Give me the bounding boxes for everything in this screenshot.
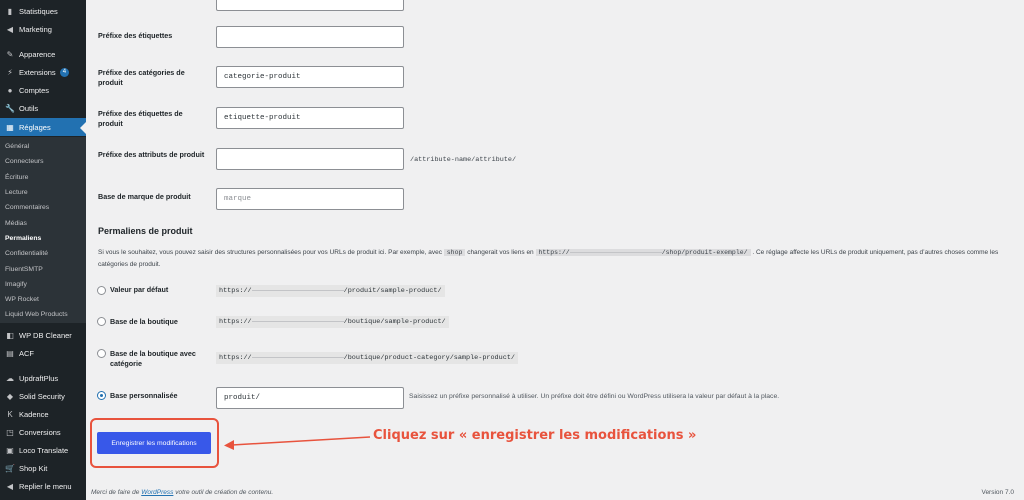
menu-label: Comptes: [19, 85, 50, 95]
permalinks-description: [98, 247, 1018, 271]
brand-base-placeholder: marque: [224, 195, 252, 203]
menu-label: WP DB Cleaner: [19, 330, 72, 340]
plugin-icon: ⚡: [7, 67, 13, 77]
menu-label: Marketing: [19, 24, 52, 34]
footer-credit: [91, 489, 273, 496]
radio-shop-category[interactable]: [97, 349, 106, 358]
category-prefix-input[interactable]: categorie-produit: [216, 66, 404, 88]
menu-item-statistiques[interactable]: [0, 2, 86, 20]
submenu-wp-rocket[interactable]: WP Rocket: [5, 296, 39, 303]
menu-item-extensions[interactable]: [0, 63, 86, 81]
example-path: /produit/sample-product/: [343, 287, 442, 295]
wordpress-link[interactable]: WordPress: [141, 489, 174, 496]
shield-icon: ◆: [6, 391, 14, 401]
desc-url-scheme: https://: [538, 249, 570, 256]
previous-field-input[interactable]: [216, 0, 404, 11]
menu-label: Solid Security: [19, 391, 65, 401]
annotation-text: Cliquez sur « enregistrer les modifications »: [373, 428, 697, 443]
wrench-icon: 🔧: [5, 103, 15, 113]
menu-item-reglages[interactable]: [0, 118, 86, 136]
menu-label: Outils: [19, 103, 39, 113]
menu-item-loco-translate[interactable]: [0, 441, 86, 459]
menu-item-acf[interactable]: [0, 344, 86, 362]
paintbrush-icon: ✎: [6, 49, 14, 59]
menu-label: Shop Kit: [19, 463, 48, 473]
menu-label: Loco Translate: [19, 445, 69, 455]
radio-custom-base[interactable]: [97, 391, 106, 400]
custom-base-help: Saisissez un préfixe personnalisé à utiliser. Un préfixe doit être défini ou WordPress utilisera la valeur par défaut à la place.: [409, 393, 780, 400]
radio-shop-category-label: Base de la boutique avec catégorie: [110, 349, 196, 368]
desc-code-shop: shop: [444, 249, 466, 256]
footer-post: votre outil de création de contenu.: [175, 489, 274, 496]
radio-shop-base-label: Base de la boutique: [110, 317, 178, 326]
tag-prefix-input[interactable]: [216, 26, 404, 48]
settings-submenu: [0, 137, 86, 323]
desc-url-path: /shop/produit-exemple/: [661, 249, 748, 256]
desc-text-1: Si vous le souhaitez, vous pouvez saisir des structures personnalisées pour vos URLs de produit ici. Par exemple, avec: [98, 249, 442, 256]
example-scheme: https://: [219, 318, 252, 326]
user-icon: ●: [7, 85, 13, 95]
brand-base-input[interactable]: [216, 188, 404, 210]
redacted-domain: [252, 357, 344, 358]
product-tag-prefix-input[interactable]: etiquette-produit: [216, 107, 404, 129]
megaphone-icon: ◀: [6, 24, 14, 34]
redacted-domain: [252, 321, 344, 322]
custom-base-input[interactable]: produit/: [216, 387, 404, 409]
menu-item-shop-kit[interactable]: [0, 459, 86, 477]
database-icon: ◧: [6, 330, 14, 340]
radio-default-example: [216, 285, 445, 297]
collapse-icon: ◀: [6, 481, 14, 491]
attribute-prefix-input[interactable]: [216, 148, 404, 170]
collapse-menu-button[interactable]: [0, 477, 86, 495]
radio-shop-category-example: [216, 352, 518, 364]
admin-sidebar: [0, 0, 86, 500]
radio-shop-base-example: [216, 316, 449, 328]
menu-item-apparence[interactable]: [0, 45, 86, 63]
footer-version: Version 7.0: [981, 489, 1014, 496]
footer-pre: Merci de faire de: [91, 489, 140, 496]
chart-bar-icon: ▮: [7, 6, 13, 16]
menu-label: Conversions: [19, 427, 61, 437]
menu-label: Replier le menu: [19, 481, 72, 491]
save-changes-button[interactable]: Enregistrer les modifications: [97, 432, 211, 454]
submenu-imagify[interactable]: Imagify: [5, 281, 27, 288]
update-count-badge: 4: [60, 68, 69, 77]
menu-label: Statistiques: [19, 6, 58, 16]
submenu-ecriture[interactable]: Écriture: [5, 174, 29, 181]
menu-label: Réglages: [19, 122, 51, 132]
submenu-confidentialite[interactable]: Confidentialité: [5, 250, 49, 257]
menu-label: Apparence: [19, 49, 56, 59]
translate-icon: ▣: [6, 445, 14, 455]
menu-label: Kadence: [19, 409, 49, 419]
cloud-icon: ☁: [6, 373, 14, 383]
attribute-suffix: /attribute-name/attribute/: [410, 156, 517, 164]
example-path: /boutique/product-category/sample-product/: [343, 354, 515, 362]
menu-item-marketing[interactable]: [0, 20, 86, 38]
submenu-lecture[interactable]: Lecture: [5, 189, 28, 196]
submenu-liquid-web[interactable]: Liquid Web Products: [5, 311, 68, 318]
annotation-arrow-icon: [222, 430, 372, 450]
radio-shop-base[interactable]: [97, 317, 106, 326]
radio-custom-base-label: Base personnalisée: [110, 391, 178, 400]
permalinks-heading: Permaliens de produit: [98, 226, 193, 236]
example-scheme: https://: [219, 354, 252, 362]
tag-prefix-label: Préfixe des étiquettes: [98, 31, 173, 40]
menu-label: UpdraftPlus: [19, 373, 59, 383]
desc-text-2: changerait vos liens en: [467, 249, 534, 256]
example-scheme: https://: [219, 287, 252, 295]
product-tag-prefix-label: Préfixe des étiquettes de produit: [98, 109, 183, 128]
category-prefix-label: Préfixe des catégories de produit: [98, 68, 185, 87]
submenu-connecteurs[interactable]: Connecteurs: [5, 158, 44, 165]
menu-label: ACF: [19, 348, 34, 358]
menu-item-solid-security[interactable]: [0, 387, 86, 405]
submenu-general[interactable]: Général: [5, 143, 30, 150]
menu-label: Extensions: [19, 67, 56, 77]
menu-item-kadence[interactable]: [0, 405, 86, 423]
main-content: [86, 0, 1024, 500]
example-path: /boutique/sample-product/: [343, 318, 446, 326]
redacted-domain: [252, 290, 344, 291]
radio-default[interactable]: [97, 286, 106, 295]
menu-item-updraftplus[interactable]: [0, 369, 86, 387]
submenu-fluentsmtp[interactable]: FluentSMTP: [5, 266, 43, 273]
menu-item-wp-db-cleaner[interactable]: [0, 326, 86, 344]
redacted-domain: [570, 252, 662, 253]
grid-icon: ▤: [6, 348, 14, 358]
conversions-icon: ◳: [6, 427, 14, 437]
cart-icon: 🛒: [5, 463, 15, 473]
submenu-permaliens[interactable]: Permaliens: [5, 235, 42, 242]
settings-icon: ▦: [6, 122, 14, 132]
brand-base-label: Base de marque de produit: [98, 192, 191, 201]
menu-item-conversions[interactable]: [0, 423, 86, 441]
submenu-medias[interactable]: Médias: [5, 220, 27, 227]
kadence-icon: K: [7, 409, 13, 419]
menu-item-comptes[interactable]: [0, 81, 86, 99]
desc-text-3: . Ce réglage affecte les URLs de produit uniquement, pas d’autres choses comme les catégories de produit.: [98, 249, 999, 268]
menu-item-outils[interactable]: [0, 99, 86, 117]
radio-default-label: Valeur par défaut: [110, 285, 169, 294]
desc-code-url: [536, 249, 751, 256]
attribute-prefix-label: Préfixe des attributs de produit: [98, 150, 205, 159]
submenu-commentaires[interactable]: Commentaires: [5, 204, 50, 211]
